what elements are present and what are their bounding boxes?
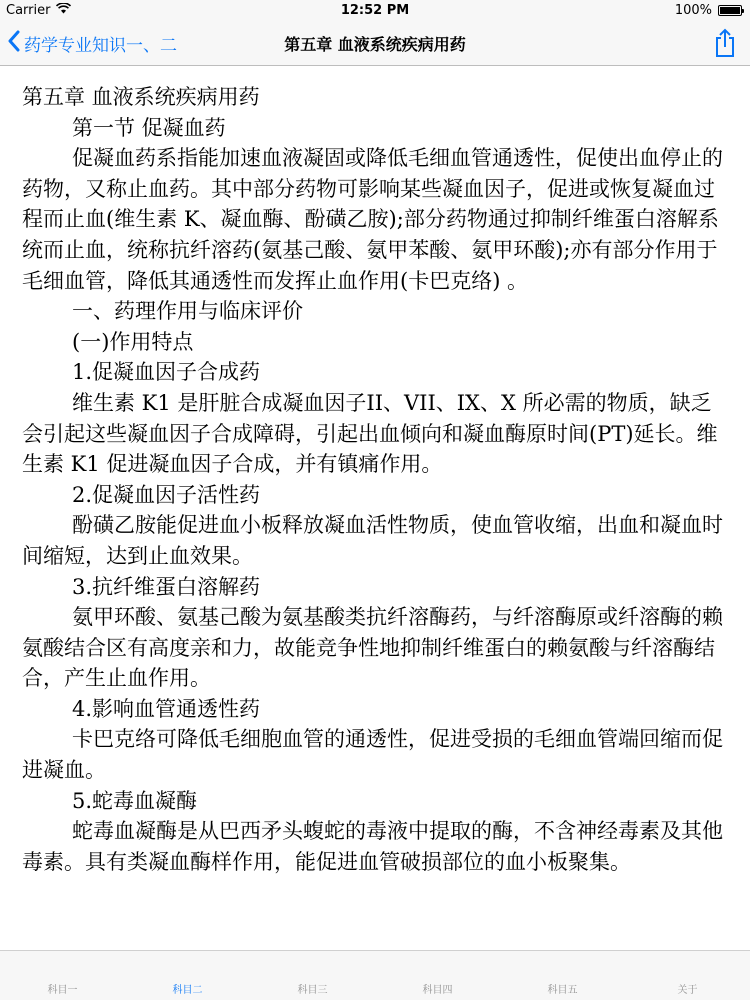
tab-subject-2[interactable]: 科目二 [172, 985, 203, 996]
tab-subject-3[interactable]: 科目三 [297, 985, 328, 996]
battery-percent: 100% [674, 3, 712, 18]
article-content[interactable] [0, 66, 750, 950]
battery-icon [718, 5, 742, 16]
chapter-title: 第五章 血液系统疾病用药 [22, 85, 260, 109]
tab-subject-1[interactable]: 科目一 [47, 985, 78, 996]
tab-bar [0, 950, 750, 1000]
status-right [675, 3, 742, 18]
tab-subject-4[interactable]: 科目四 [422, 985, 453, 996]
heading-item-2: 2.促凝血因子活性药 [72, 482, 261, 507]
paragraph-intro: 促凝血药系指能加速血液凝固或降低毛细血管通透性，促使出血停止的药物，又称止血药。其中部分药物可影响某些凝血因子，促进或恢复凝血过程而止血(维生素 K、凝血酶、酚磺乙胺);部分药物通过抑制纤维蛋白溶解系统而止血，统称抗纤溶药(氨基己酸、氨甲苯酸、氨甲环酸);亦有部分作用于毛细血管，降低其通透性而发挥止血作用(卡巴克络) 。 [22, 146, 723, 293]
heading-features: (一)作用特点 [72, 329, 194, 354]
paragraph-item-1: 维生素 K1 是肝脏合成凝血因子II、VII、IX、X 所必需的物质，缺乏会引起这些凝血因子合成障碍，引起出血倾向和凝血酶原时间(PT)延长。维生素 K1 促进凝血因子合成，并有镇痛作用。 [22, 390, 718, 477]
section-title: 第一节 促凝血药 [72, 115, 226, 140]
heading-item-5: 5.蛇毒血凝酶 [72, 788, 198, 813]
back-button[interactable] [8, 30, 177, 57]
paragraph-item-3: 氨甲环酸、氨基己酸为氨基酸类抗纤溶酶药，与纤溶酶原或纤溶酶的赖氨酸结合区有高度亲和力，故能竞争性地抑制纤维蛋白的赖氨酸与纤溶酶结合，产生止血作用。 [22, 605, 723, 691]
tab-about[interactable]: 关于 [677, 985, 698, 996]
status-bar [0, 0, 750, 22]
tab-subject-5[interactable]: 科目五 [547, 985, 578, 996]
heading-pharmacology: 一、药理作用与临床评价 [72, 299, 303, 324]
navigation-bar [0, 22, 750, 66]
paragraph-item-2: 酚磺乙胺能促进血小板释放凝血活性物质，使血管收缩，出血和凝血时间缩短，达到止血效果。 [22, 513, 723, 568]
heading-item-4: 4.影响血管通透性药 [72, 696, 261, 721]
share-button[interactable] [714, 28, 736, 62]
heading-item-3: 3.抗纤维蛋白溶解药 [72, 574, 261, 599]
carrier-label: Carrier [6, 3, 51, 18]
paragraph-item-4: 卡巴克络可降低毛细胞血管的通透性，促进受损的毛细血管端回缩而促进凝血。 [22, 727, 723, 783]
share-icon [714, 43, 736, 62]
heading-item-1: 1.促凝血因子合成药 [72, 360, 261, 385]
chevron-left-icon [8, 30, 20, 57]
back-button-label: 药学专业知识一、二 [24, 36, 177, 56]
status-time: 12:52 PM [340, 3, 410, 18]
page-title: 第五章 血液系统疾病用药 [284, 35, 466, 54]
paragraph-item-5: 蛇毒血凝酶是从巴西矛头蝮蛇的毒液中提取的酶，不含神经毒素及其他毒素。具有类凝血酶样作用，能促进血管破损部位的血小板聚集。 [22, 819, 723, 874]
